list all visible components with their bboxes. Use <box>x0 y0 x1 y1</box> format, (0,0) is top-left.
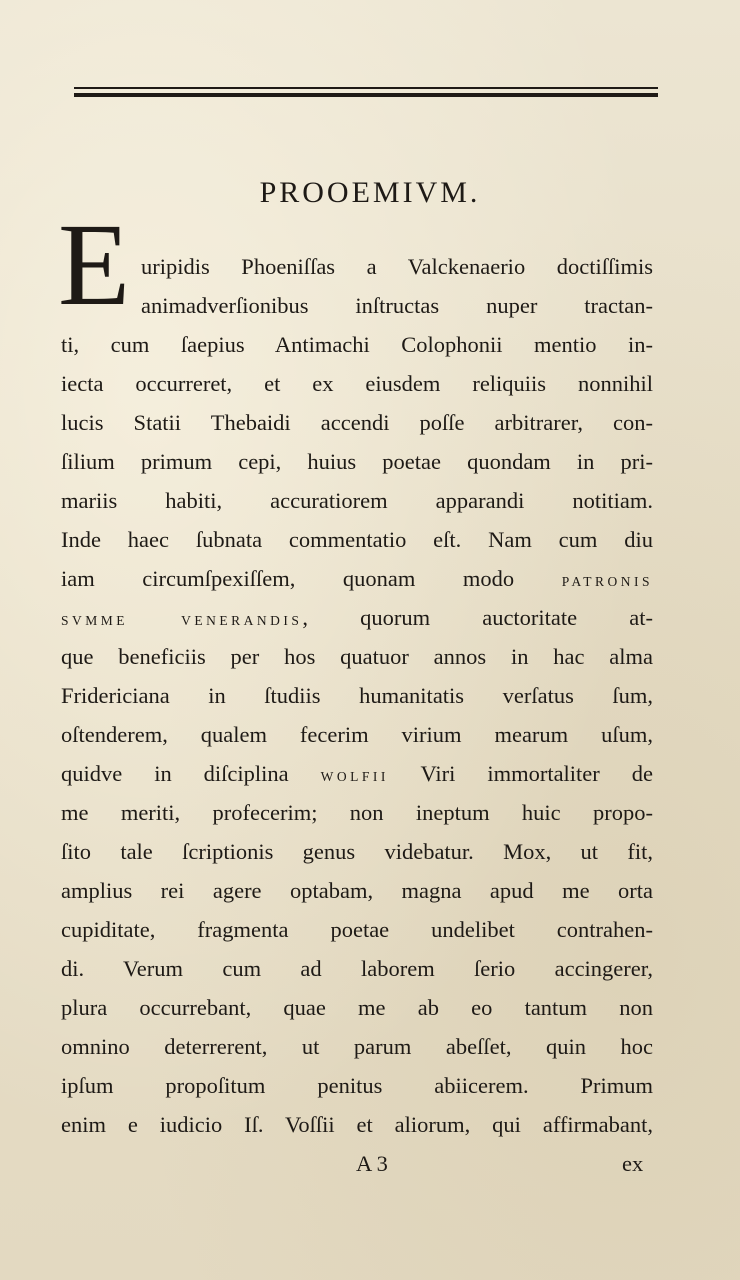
text-line <box>61 598 653 637</box>
text-line <box>61 676 653 715</box>
text-line <box>61 247 653 286</box>
page-heading: PROOEMIVM. <box>259 176 481 209</box>
text-segment: ſito tale ſcriptionis genus videbatur. Mox, ut fit, <box>61 839 653 864</box>
header-rule-thin <box>74 87 658 89</box>
text-line <box>61 910 653 949</box>
text-line <box>61 988 653 1027</box>
text-segment: iecta occurreret, et ex eiusdem reliquiis nonnihil <box>61 371 653 396</box>
text-segment: Inde haec ſubnata commentatio eſt. Nam cum diu <box>61 527 653 552</box>
body-text <box>61 247 653 1144</box>
text-segment: di. Verum cum ad laborem ſerio accingerer, <box>61 956 653 981</box>
drop-cap: E <box>58 199 131 330</box>
text-segment: quidve in diſciplina <box>61 761 321 786</box>
text-line <box>61 442 653 481</box>
text-segment: , quorum auctoritate at- <box>302 605 653 630</box>
text-line <box>61 832 653 871</box>
text-line <box>61 559 653 598</box>
text-segment: me meriti, profecerim; non ineptum huic propo- <box>61 800 653 825</box>
text-line <box>61 949 653 988</box>
header-double-rule <box>74 87 658 99</box>
text-line <box>61 754 653 793</box>
text-line <box>61 286 653 325</box>
text-segment: Viri immortaliter de <box>388 761 653 786</box>
small-caps-text: PATRONIS <box>561 574 653 589</box>
text-segment: Fridericiana in ſtudiis humanitatis verſatus ſum, <box>61 683 653 708</box>
text-line <box>61 1066 653 1105</box>
text-line <box>61 325 653 364</box>
text-segment: que beneficiis per hos quatuor annos in hac alma <box>61 644 653 669</box>
text-line <box>61 1027 653 1066</box>
text-segment: iam circumſpexiſſem, quonam modo <box>61 566 562 591</box>
text-segment: ipſum propoſitum penitus abiicerem. Primum <box>61 1073 653 1098</box>
text-segment: uripidis Phoeniſſas a Valckenaerio doctiſſimis <box>141 254 653 279</box>
small-caps-text: WOLFII <box>320 769 389 784</box>
text-segment: lucis Statii Thebaidi accendi poſſe arbitrarer, con- <box>61 410 653 435</box>
text-segment: mariis habiti, accuratiorem apparandi notitiam. <box>61 488 653 513</box>
text-line <box>61 715 653 754</box>
text-segment: plura occurrebant, quae me ab eo tantum non <box>61 995 653 1020</box>
text-segment: animadverſionibus inſtructas nuper tractan- <box>141 293 653 318</box>
catchword: ex <box>622 1151 644 1176</box>
text-line <box>61 871 653 910</box>
text-segment: amplius rei agere optabam, magna apud me orta <box>61 878 653 903</box>
text-segment: cupiditate, fragmenta poetae undelibet contrahen- <box>61 917 653 942</box>
text-line <box>61 637 653 676</box>
text-segment: oſtenderem, qualem fecerim virium mearum uſum, <box>61 722 653 747</box>
text-line <box>61 793 653 832</box>
text-segment: ti, cum ſaepius Antimachi Colophonii mentio in- <box>61 332 653 357</box>
text-line <box>61 481 653 520</box>
text-line <box>61 520 653 559</box>
text-segment: omnino deterrerent, ut parum abeſſet, quin hoc <box>61 1034 653 1059</box>
text-segment: ſilium primum cepi, huius poetae quondam in pri- <box>61 449 653 474</box>
text-line <box>61 1105 653 1144</box>
text-line <box>61 403 653 442</box>
text-segment: enim e iudicio Iſ. Voſſii et aliorum, qui affirmabant, <box>61 1112 653 1137</box>
header-rule-thick <box>74 93 658 97</box>
signature-mark: A 3 <box>356 1151 388 1176</box>
text-line <box>61 364 653 403</box>
small-caps-text: SVMME VENERANDIS <box>61 613 303 628</box>
